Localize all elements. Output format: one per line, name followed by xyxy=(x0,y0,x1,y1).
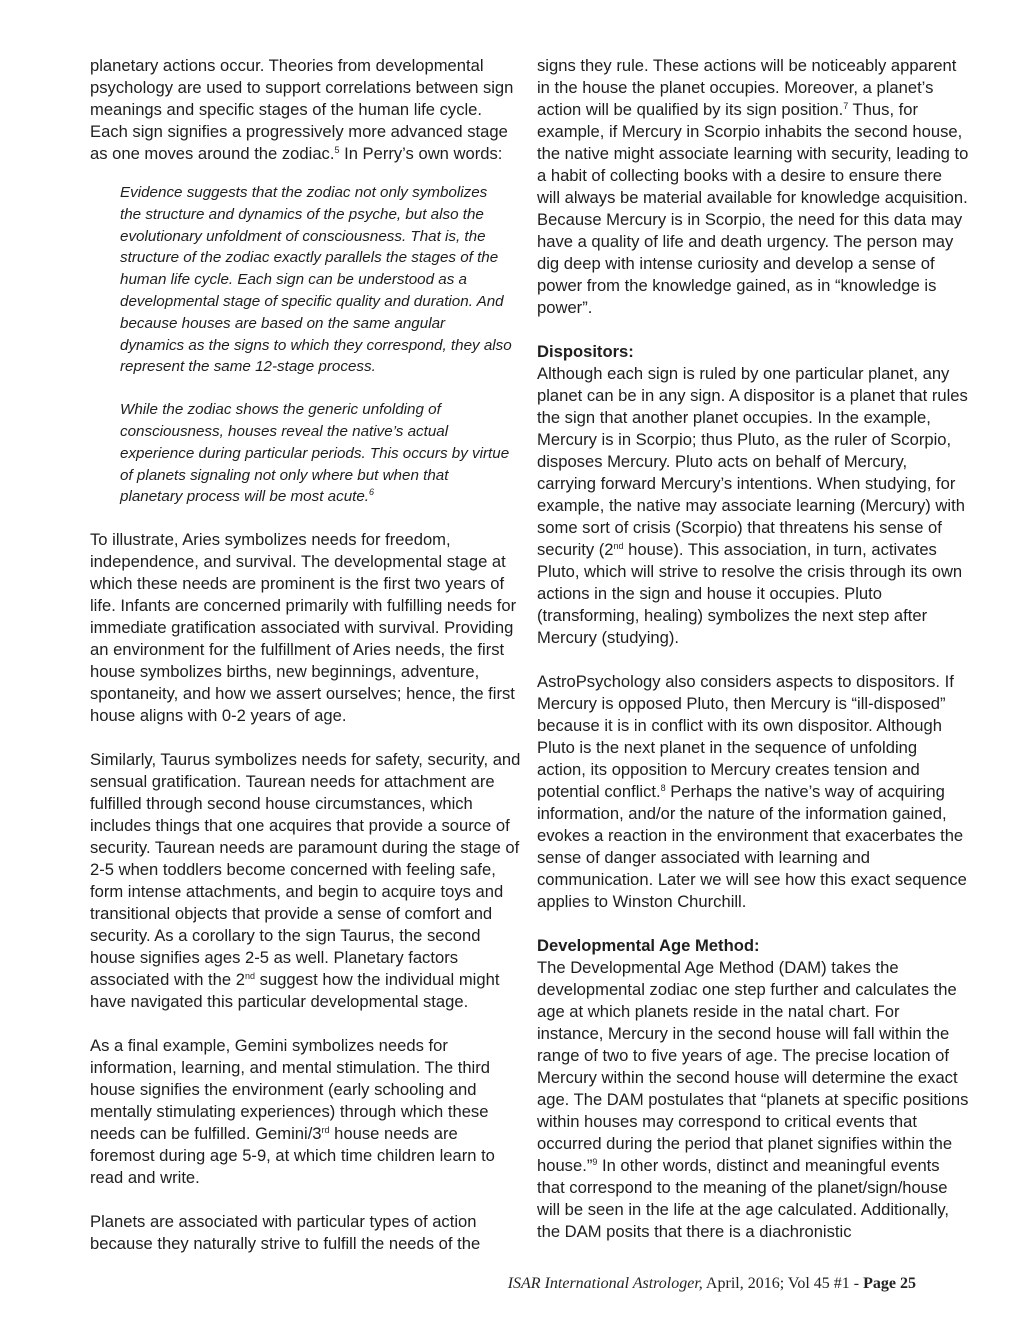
ordinal-suffix: nd xyxy=(244,971,255,982)
footnote-ref: 8 xyxy=(660,783,666,793)
footnote-ref: 7 xyxy=(843,101,849,111)
paragraph: As a final example, Gemini symbolizes needs for information, learning, and mental stimulation. The third house signifies the environment (early schooling and mentally stimulating experiences) through which these needs can be fulfilled. Gemini/3rd house needs are foremost during age 5-9, at which time children learn to read and write. xyxy=(90,1036,495,1188)
footnote-ref: 6 xyxy=(369,487,375,498)
publication-title: ISAR International Astrologer, xyxy=(507,1275,703,1292)
issue-info: April, 2016; Vol 45 #1 - xyxy=(702,1275,864,1292)
section-heading-dam: Developmental Age Method: xyxy=(537,936,760,955)
right-column xyxy=(537,55,969,1243)
section-heading-dispositors: Dispositors: xyxy=(537,342,634,361)
ordinal-suffix: nd xyxy=(613,541,624,551)
block-quote: Evidence suggests that the zodiac not only symbolizes the structure and dynamics of the psyche, but also the evolutionary unfoldment of consciousness. That is, the structure of the zodiac exactly parallels the stages of the human life cycle. Each sign can be understood as a developmental stage of specific quality and duration. And because houses are based on the same angular dynamics as the signs to which they correspond, they also represent the same 12-stage process. xyxy=(120,184,512,376)
paragraph: Although each sign is ruled by one particular planet, any planet can be in any sign. A dispositor is a planet that rules the sign that another planet occupies. In the example, Mercury is in Scorpio; thus Pluto, as the ruler of Scorpio, disposes Mercury. Pluto acts on behalf of Mercury, carrying forward Mercury’s intentions. When studying, for example, the native may associate learning (Mercury) with some sort of crisis (Scorpio) that threatens his sense of security (2nd house). This association, in turn, activates Pluto, which will strive to resolve the crisis through its own actions in the sign and house it occupies. Pluto (transforming, healing) symbolizes the next step after Mercury (studying). xyxy=(537,364,968,647)
ordinal-suffix: rd xyxy=(321,1125,330,1136)
footnote-ref: 9 xyxy=(592,1157,598,1167)
paragraph: To illustrate, Aries symbolizes needs for freedom, independence, and survival. The developmental stage at which these needs are prominent is the first two years of life. Infants are concerned primarily with fulfilling needs for immediate gratification associated with survival. Providing an environment for the fulfillment of Aries needs, the first house symbolizes births, new beginnings, adventure, spontaneity, and how we assert ourselves; hence, the first house aligns with 0-2 years of age. xyxy=(90,530,517,726)
paragraph: planetary actions occur. Theories from developmental psychology are used to support correlations between sign meanings and specific stages of the human life cycle. Each sign signifies a progressively more advanced stage as one moves around the zodiac.$^5$ In Perry’s own words: xyxy=(90,56,514,163)
page-footer xyxy=(0,1275,916,1293)
paragraph: AstroPsychology also considers aspects to dispositors. If Mercury is opposed Pluto, then Mercury is “ill-disposed” because it is in conflict with its own dispositor. Although Pluto is the next planet in the sequence of unfolding action, its opposition to Mercury creates tension and potential conflict.$^8$ Perhaps the native’s way of acquiring information, and/or the nature of the information gained, evokes a reaction in the environment that exacerbates the sense of danger associated with learning and communication. Later we will see how this exact sequence applies to Winston Churchill. xyxy=(537,672,967,911)
left-column xyxy=(90,55,522,1255)
block-quote: While the zodiac shows the generic unfolding of consciousness, houses reveal the native’s actual experience during particular periods. This occurs by virtue of planets signaling not only where but when that planetary process will be most acute.$^6$ xyxy=(120,401,510,506)
footnote-ref: 5 xyxy=(334,145,340,155)
paragraph: The Developmental Age Method (DAM) takes the developmental zodiac one step further and calculates the age at which planets reside in the natal chart. For instance, Mercury in the second house will fall within the range of two to five years of age. The precise location of Mercury within the second house will determine the exact age. The DAM postulates that “planets at specific positions within houses may correspond to critical events that occurred during the period that planet signifies within the house.”$^9$ In other words, distinct and meaningful events that correspond to the meaning of the planet/sign/house will be seen in the life at the age calculated. Additionally, the DAM posits that there is a diachronistic xyxy=(537,958,969,1241)
page-number: Page 25 xyxy=(863,1275,916,1292)
paragraph: Similarly, Taurus symbolizes needs for safety, security, and sensual gratification. Taurean needs for attachment are fulfilled through second house circumstances, which includes things that one acquires that provide a source of security. Taurean needs are paramount during the stage of 2-5 when toddlers become concerned with feeling safe, form intense attachments, and begin to acquire toys and transitional objects that provide a sense of comfort and security. As a corollary to the sign Taurus, the second house signifies ages 2-5 as well. Planetary factors associated with the 2nd suggest how the individual might have navigated this particular developmental stage. xyxy=(90,750,521,1012)
paragraph: Planets are associated with particular types of action because they naturally strive to fulfill the needs of the xyxy=(90,1212,481,1254)
paragraph: signs they rule. These actions will be noticeably apparent in the house the planet occupies. Moreover, a planet’s action will be qualified by its sign position.$^7$ Thus, for example, if Mercury in Scorpio inhabits the second house, the native might associate learning with security, leading to a habit of collecting books with a desire to ensure there will always be material available for knowledge acquisition. Because Mercury is in Scorpio, the need for this data may have a quality of life and death urgency. The person may dig deep with intense curiosity and develop a sense of power from the knowledge gained, as in “knowledge is power”. xyxy=(537,56,969,317)
